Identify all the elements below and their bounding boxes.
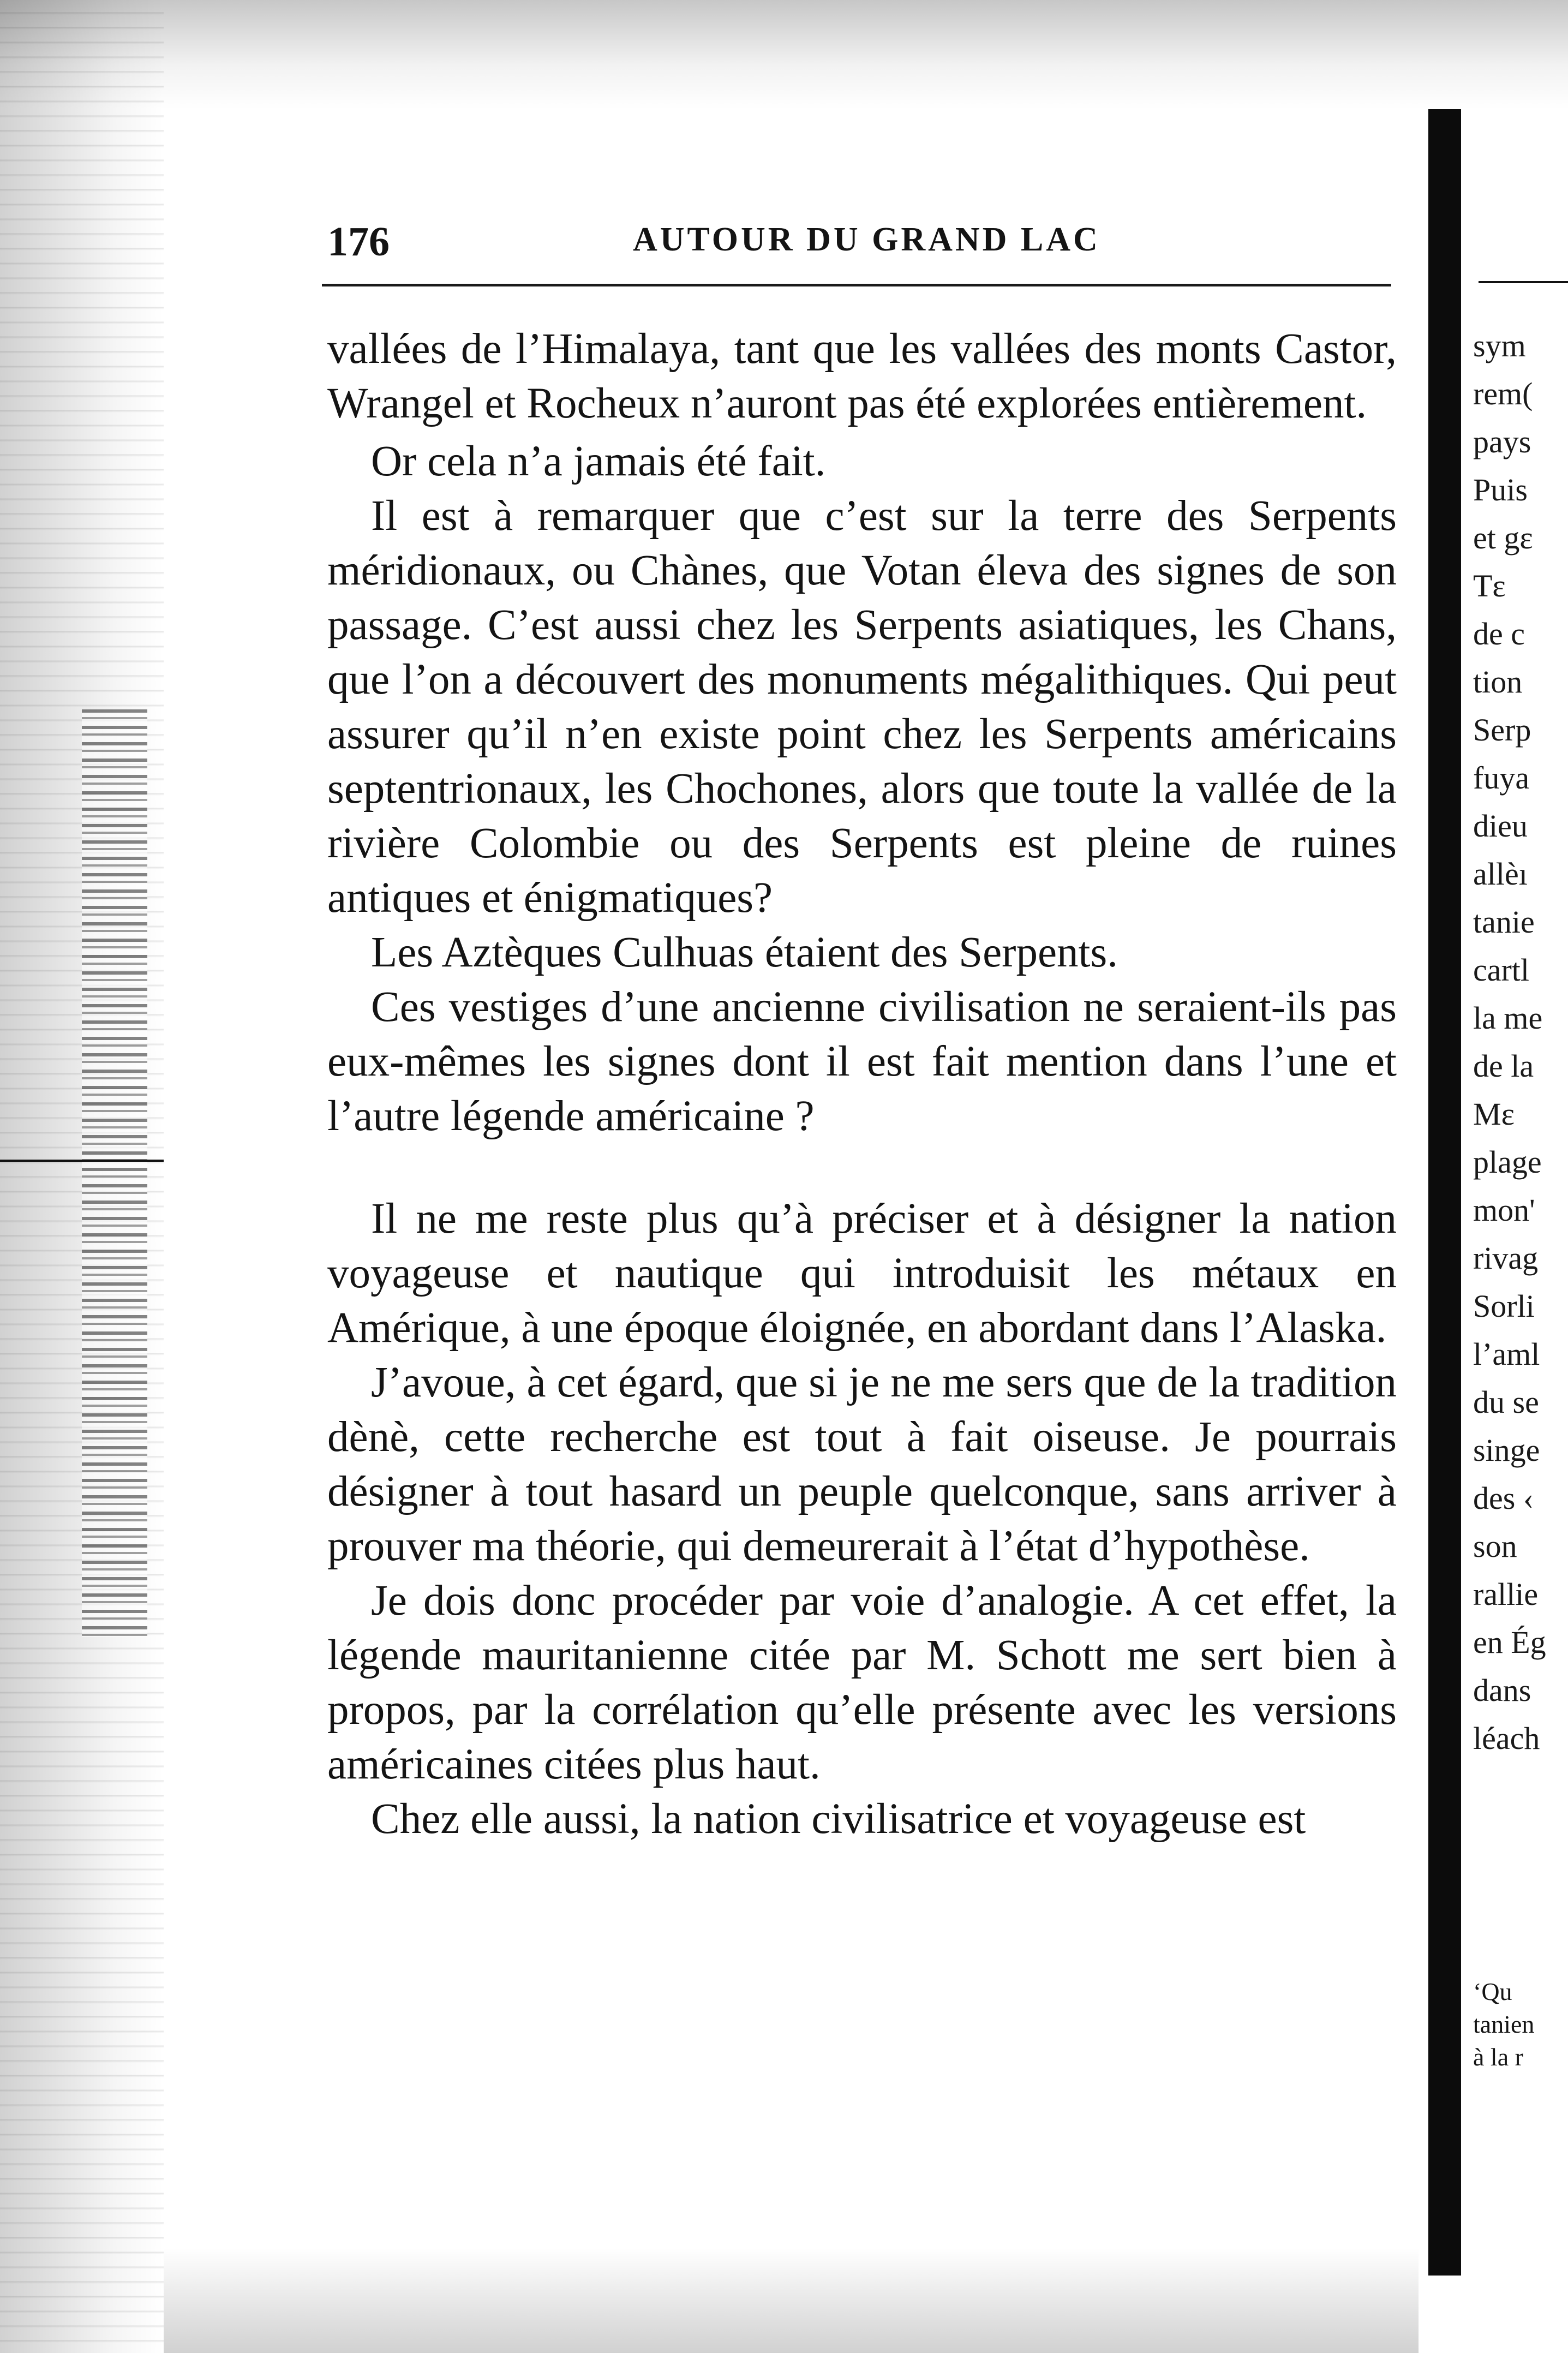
neighbor-line: rallie: [1473, 1576, 1539, 1612]
neighbor-line: allèı: [1473, 856, 1528, 892]
scan-shadow-bottom: [164, 2248, 1419, 2353]
neighbor-line: la me: [1473, 1000, 1543, 1036]
neighbor-line: tanie: [1473, 904, 1535, 940]
running-title: AUTOUR DU GRAND LAC: [633, 221, 1100, 258]
neighbor-line: du se: [1473, 1384, 1539, 1420]
neighbor-line: sym: [1473, 328, 1526, 363]
neighbor-line: dieu: [1473, 808, 1528, 844]
neighbor-line: des ‹: [1473, 1480, 1534, 1516]
neighbor-line: Serp: [1473, 712, 1531, 748]
neighbor-line: mon': [1473, 1192, 1535, 1228]
neighbor-line: singe: [1473, 1432, 1540, 1468]
neighbor-page-text: [1473, 322, 1568, 1763]
scan-edge-artifact: [82, 709, 147, 1637]
page-body: [327, 322, 1397, 1847]
neighbor-line: de la: [1473, 1048, 1534, 1084]
neighbor-line: dans: [1473, 1673, 1531, 1708]
neighbor-line: Mɛ: [1473, 1096, 1515, 1132]
neighbor-page-footnote: [1473, 1975, 1568, 2074]
neighbor-line: tion: [1473, 664, 1523, 700]
neighbor-line: et gɛ: [1473, 520, 1533, 556]
paragraph: J’avoue, à cet égard, que si je ne me sers que de la tradition dènè, cette recherche est tout à fait oiseuse. Je pourrais désigner à tout hasard un peuple quelconque, sans arriver à prouver ma théorie, qui demeurerait à l’état d’hypothèse.: [327, 1359, 1397, 1570]
scan-edge-line: [0, 1160, 164, 1162]
paragraph: Il ne me reste plus qu’à préciser et à désigner la nation voyageuse et nautique qui introduisit les métaux en Amérique, à une époque éloignée, en abordant dans l’Alaska.: [327, 1195, 1397, 1352]
neighbor-page-rule: [1479, 281, 1568, 283]
neighbor-line: rem(: [1473, 376, 1533, 411]
neighbor-line: rivag: [1473, 1240, 1539, 1276]
neighbor-line: de c: [1473, 616, 1525, 652]
neighbor-line: léach: [1473, 1721, 1540, 1756]
paragraph: Chez elle aussi, la nation civilisatrice et voyageuse est: [371, 1795, 1306, 1843]
book-binding-shadow: [1428, 109, 1461, 2276]
header-rule: [322, 284, 1391, 286]
neighbor-line: Tɛ: [1473, 568, 1506, 604]
neighbor-line: fuya: [1473, 760, 1530, 796]
page-header: [327, 213, 1397, 273]
neighbor-foot-line: tanien: [1473, 2010, 1535, 2038]
neighbor-line: en Ég: [1473, 1625, 1546, 1660]
neighbor-line: Sorli: [1473, 1288, 1535, 1324]
paragraph: Or cela n’a jamais été fait.: [371, 438, 826, 485]
neighbor-line: plage: [1473, 1144, 1542, 1180]
neighbor-line: l’aml: [1473, 1336, 1540, 1372]
neighbor-foot-line: à la r: [1473, 2043, 1523, 2071]
neighbor-line: pays: [1473, 424, 1531, 459]
paragraph: Les Aztèques Culhuas étaient des Serpents.: [371, 929, 1118, 976]
scan-shadow-top: [0, 0, 1568, 109]
paragraph: Je dois donc procéder par voie d’analogie. A cet effet, la légende mauritanienne citée par M. Schott me sert bien à propos, par la corrélation qu’elle présente avec les versions américaines citées plus haut.: [327, 1577, 1397, 1788]
paragraph: Il est à remarquer que c’est sur la terre des Serpents méridionaux, ou Chànes, que Votan éleva des signes de son passage. C’est aussi chez les Serpents asiatiques, les Chans, que l’on a découvert des monuments mégalithiques. Qui peut assurer qu’il n’en existe point chez les Serpents américains septentrionaux, les Chochones, alors que toute la vallée de la rivière Colombie ou des Serpents est pleine de ruines antiques et énigmatiques?: [327, 492, 1397, 922]
neighbor-line: cartl: [1473, 952, 1530, 988]
neighbor-line: son: [1473, 1528, 1517, 1564]
paragraph: Ces vestiges d’une ancienne civilisation ne seraient-ils pas eux-mêmes les signes dont il est fait mention dans l’une et l’autre légende américaine ?: [327, 983, 1397, 1140]
paragraph: vallées de l’Himalaya, tant que les vallées des monts Castor, Wrangel et Rocheux n’auront pas été explorées entièrement.: [327, 325, 1397, 427]
neighbor-line: Puis: [1473, 472, 1528, 507]
neighbor-foot-line: ‘Qu: [1473, 1978, 1512, 2005]
page-number: 176: [327, 219, 390, 265]
